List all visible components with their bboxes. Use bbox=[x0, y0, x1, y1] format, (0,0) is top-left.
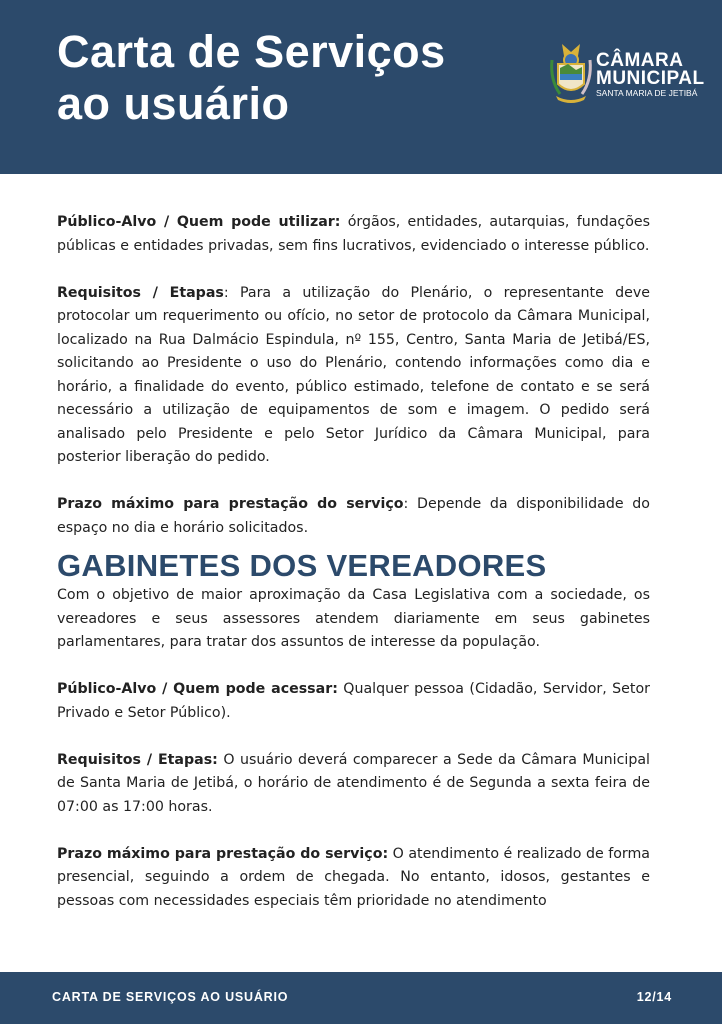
prazo-paragraph: Prazo máximo para prestação do serviço: Depende da disponibilidade do espaço no dia e horário solicitados. bbox=[57, 496, 650, 536]
section-heading: GABINETES DOS VEREADORES bbox=[57, 548, 547, 583]
page-footer bbox=[0, 972, 722, 1024]
title-line-2: ao usuário bbox=[57, 78, 290, 129]
gabinetes-intro: Com o objetivo de maior aproximação da Casa Legislativa com a sociedade, os vereadores e seus assessores atendem diariamente em seus gabinetes parlamentares, para tratar dos assuntos de interesse da população. bbox=[57, 587, 650, 650]
gabinetes-publico-alvo: Público-Alvo / Quem pode acessar: Qualquer pessoa (Cidadão, Servidor, Setor Privado e Setor Público). bbox=[57, 681, 650, 721]
coat-of-arms-icon bbox=[548, 40, 594, 106]
page-header bbox=[0, 0, 722, 174]
page-title bbox=[57, 26, 446, 130]
page-number: 12/14 bbox=[636, 990, 672, 1004]
publico-alvo-paragraph: Público-Alvo / Quem pode utilizar: órgãos, entidades, autarquias, fundações públicas e entidades privadas, sem fins lucrativos, evidenciado o interesse público. bbox=[57, 214, 650, 254]
title-line-1: Carta de Serviços bbox=[57, 26, 446, 77]
page-content bbox=[57, 211, 650, 937]
gabinetes-prazo: Prazo máximo para prestação do serviço: O atendimento é realizado de forma presencial, seguindo a ordem de chegada. No entanto, idosos, gestantes e pessoas com necessidades especiais têm prioridade no atendimento bbox=[57, 845, 650, 909]
gabinetes-requisitos: Requisitos / Etapas: O usuário deverá comparecer a Sede da Câmara Municipal de Santa Maria de Jetibá, o horário de atendimento é de Segunda a sexta feira de 07:00 as 17:00 horas. bbox=[57, 751, 650, 815]
logo-text: CÂMARA MUNICIPAL SANTA MARIA DE JETIBÁ bbox=[596, 50, 705, 98]
footer-title: CARTA DE SERVIÇOS AO USUÁRIO bbox=[52, 990, 289, 1004]
requisitos-paragraph: Requisitos / Etapas: Para a utilização do Plenário, o representante deve protocolar um requerimento ou ofício, no setor de protocolo da Câmara Municipal, localizado na Rua Dalmácio Espindula, nº 155, Centro, Santa Maria de Jetibá/ES, solicitando ao Presidente o uso do Plenário, contendo informações como dia e horário, a finalidade do evento, público estimado, telefone de contato e se será necessário a utilização de equipamentos de som e imagem. O pedido será analisado pelo Presidente e pelo Setor Jurídico da Câmara Municipal, para posterior liberação do pedido. bbox=[57, 284, 650, 465]
camara-logo bbox=[548, 40, 718, 106]
